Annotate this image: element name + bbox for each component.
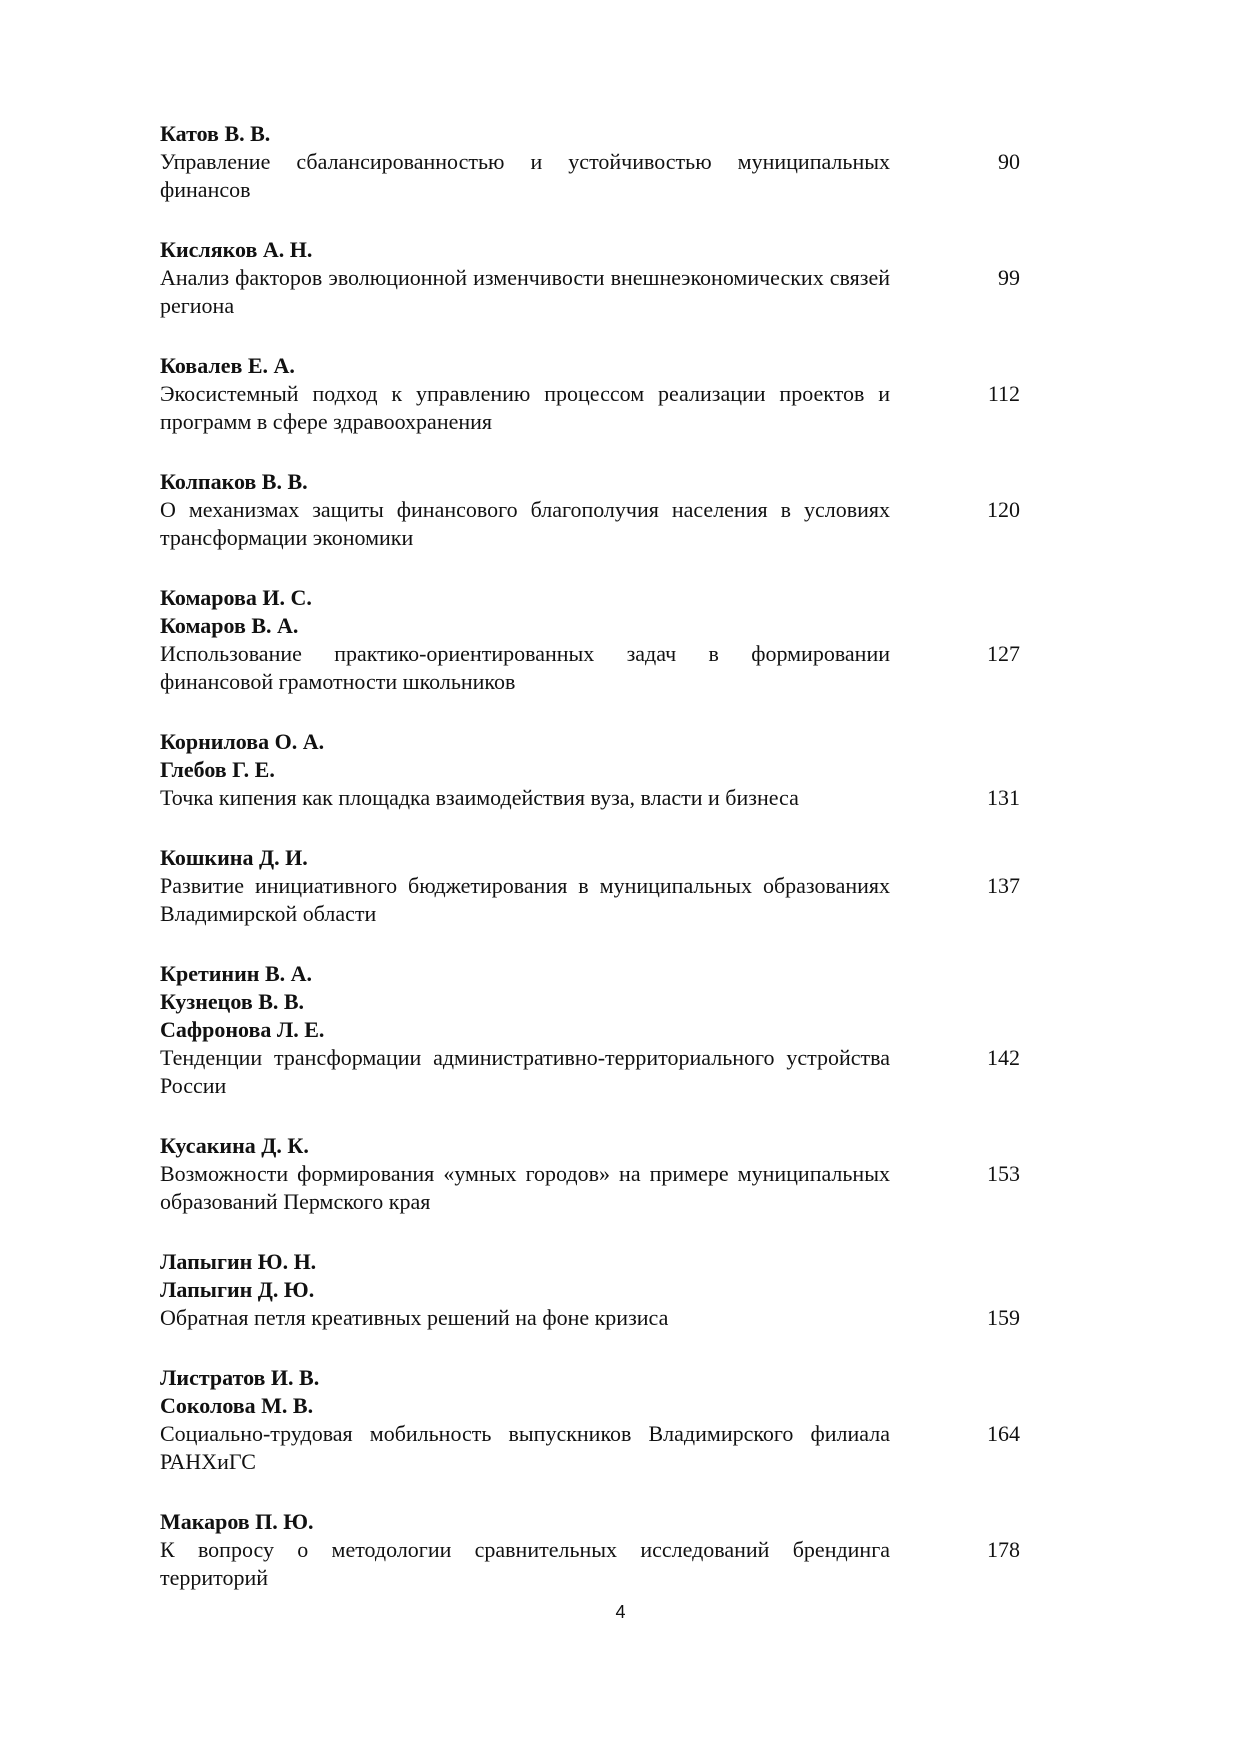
toc-page-number: 90 [998,149,1020,174]
article-title: Управление сбалансированностью и устойчивостью муниципальных финансов [160,149,890,202]
toc-entry [160,960,1020,1100]
toc-entry-main [160,844,890,928]
author-name: Кусакина Д. К. [160,1133,309,1158]
toc-entry-main [160,960,890,1100]
toc-page-number: 120 [987,497,1020,522]
toc-entry-main [160,1508,890,1592]
toc-page-number: 159 [987,1305,1020,1330]
toc-entry [160,1248,1020,1332]
author-name: Кисляков А. Н. [160,237,313,262]
toc-entry-main [160,1248,890,1332]
author-name: Соколова М. В. [160,1393,314,1418]
toc-entry [160,352,1020,436]
author-name: Корнилова О. А. [160,729,325,754]
toc-entries [160,120,1020,1592]
toc-entry-main [160,120,890,204]
article-title: К вопросу о методологии сравнительных исследований брендинга территорий [160,1537,890,1590]
author-name: Лапыгин Д. Ю. [160,1277,315,1302]
toc-page-number: 164 [987,1421,1020,1446]
author-name: Кошкина Д. И. [160,845,308,870]
author-name: Комаров В. А. [160,613,299,638]
toc-entry-main [160,352,890,436]
article-title: Развитие инициативного бюджетирования в муниципальных образованиях Владимирской области [160,873,890,926]
toc-page-number: 178 [987,1537,1020,1562]
author-name: Глебов Г. Е. [160,757,275,782]
table-of-contents [160,120,1020,1624]
toc-entry [160,468,1020,552]
author-name: Сафронова Л. Е. [160,1017,325,1042]
article-title: Возможности формирования «умных городов» на примере муниципальных образований Пермского края [160,1161,890,1214]
author-name: Листратов И. В. [160,1365,320,1390]
author-name: Кретинин В. А. [160,961,313,986]
article-title: Социально-трудовая мобильность выпускников Владимирского филиала РАНХиГС [160,1421,890,1474]
toc-entry-main [160,584,890,696]
toc-page-number: 127 [987,641,1020,666]
toc-entry [160,844,1020,928]
article-title: О механизмах защиты финансового благополучия населения в условиях трансформации экономики [160,497,890,550]
toc-entry-main [160,1364,890,1476]
article-title: Экосистемный подход к управлению процессом реализации проектов и программ в сфере здравоохранения [160,381,890,434]
toc-entry [160,236,1020,320]
toc-entry [160,1364,1020,1476]
toc-entry-main [160,1132,890,1216]
toc-entry-main [160,468,890,552]
author-name: Ковалев Е. А. [160,353,295,378]
page-number: 4 [615,1602,626,1622]
toc-page-number: 131 [987,785,1020,810]
article-title: Тенденции трансформации административно-территориального устройства России [160,1045,890,1098]
author-name: Лапыгин Ю. Н. [160,1249,317,1274]
author-name: Макаров П. Ю. [160,1509,314,1534]
article-title: Анализ факторов эволюционной изменчивости внешнеэкономических связей региона [160,265,890,318]
author-name: Катов В. В. [160,121,271,146]
toc-entry-main [160,728,890,812]
article-title: Использование практико-ориентированных задач в формировании финансовой грамотности школьников [160,641,890,694]
toc-entry-main [160,236,890,320]
toc-page-number: 112 [987,381,1020,406]
article-title: Обратная петля креативных решений на фоне кризиса [160,1305,669,1330]
toc-page-number: 153 [987,1161,1020,1186]
toc-entry [160,584,1020,696]
toc-entry [160,1508,1020,1592]
toc-entry [160,728,1020,812]
article-title: Точка кипения как площадка взаимодействия вуза, власти и бизнеса [160,785,799,810]
toc-entry [160,120,1020,204]
author-name: Колпаков В. В. [160,469,308,494]
toc-page-number: 142 [987,1045,1020,1070]
toc-page-number: 99 [998,265,1020,290]
toc-entry [160,1132,1020,1216]
toc-page-number: 137 [987,873,1020,898]
author-name: Кузнецов В. В. [160,989,305,1014]
author-name: Комарова И. С. [160,585,312,610]
